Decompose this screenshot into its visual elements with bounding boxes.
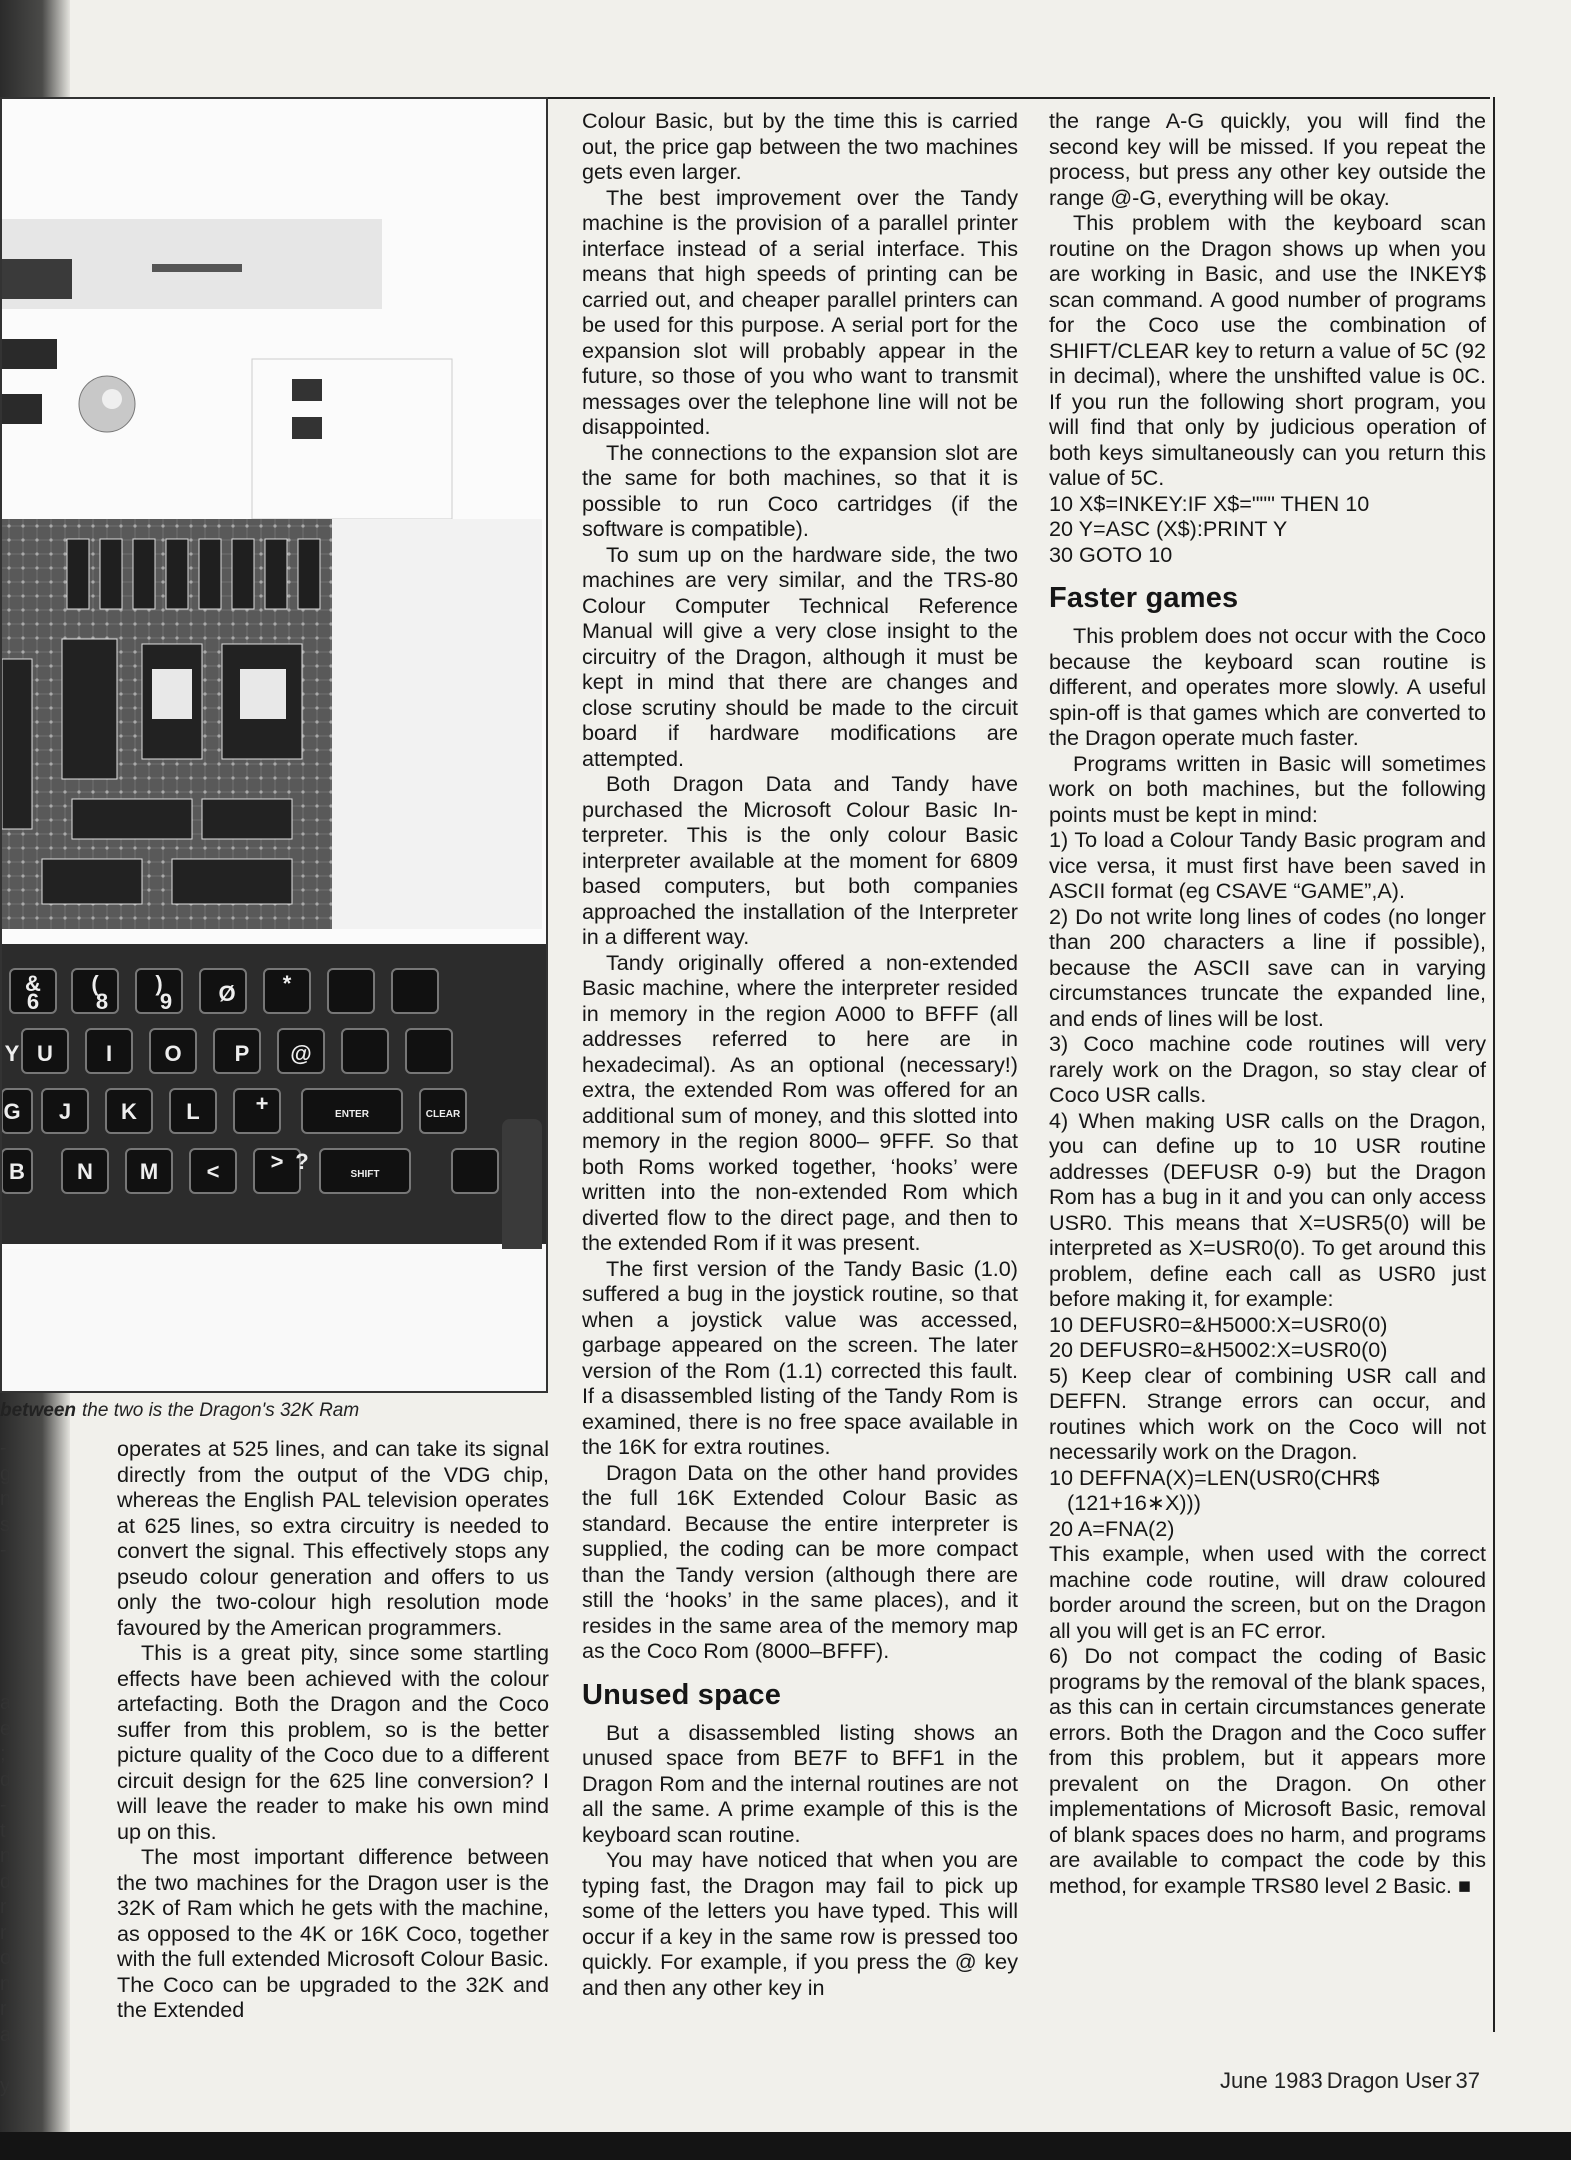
paragraph: Dragon Data on the other hand provides the full 16K Extended Colour Basic as standard. Because the entire interpreter is supplied, the coding can be more compact than the Tandy version (although there are still the ‘hooks’ in the same places), and it resides in the same area of the memory map as the Coco Rom (8000–BFFF). [582, 1459, 1018, 1663]
key-label: ( [91, 971, 99, 996]
list-item: 5) Keep clear of combining USR call and DEFFN. Strange errors can occur, and routines which work on the Coco will not necessarily work on the Dragon. [1049, 1362, 1486, 1464]
paragraph: Programs written in Basic will sometimes work on both machines, but the following points must be kept in mind: [1049, 750, 1486, 827]
paragraph: This problem does not occur with the Coco because the keyboard scan routine is different, and operates more slowly. A useful spin-off is that games which are converted to the Dragon operate much faster. [1049, 623, 1486, 750]
key-label: I [105, 1041, 113, 1066]
paragraph: This example, when used with the correct machine code routine, will draw coloured border around the screen, but on the Dragon all you will get is an FC error. [1049, 1541, 1486, 1643]
margin-fragment: a [0, 1692, 12, 1714]
list-item: 1) To load a Colour Tandy Basic program and vice versa, it must first have been saved in ASCII format (eg CSAVE “GAME”,A). [1049, 827, 1486, 903]
list-item: 3) Coco machine code routines will very rarely work on the Dragon, so stay clear of Coco USR calls. [1049, 1031, 1486, 1107]
key-label: * [282, 971, 292, 996]
margin-fragment [0, 2048, 30, 2074]
margin-fragment: n [0, 1488, 12, 1510]
code-line: 30 GOTO 10 [1049, 541, 1173, 567]
paragraph: But a disassembled listing shows an unused space from BE7F to BFF1 in the Dragon Rom and the internal routines are not all the same. A prime example of this is the keyboard scan routine. [582, 1719, 1018, 1847]
key-label: O [164, 1041, 182, 1066]
margin-fragment: g [0, 1462, 12, 1485]
margin-fragment: y [0, 2074, 10, 2097]
margin-fragment [0, 1666, 30, 1692]
margin-fragment [0, 1615, 30, 1641]
key-label: J [58, 1099, 72, 1124]
code-line: 20 A=FNA(2) [1049, 1515, 1175, 1541]
key-label: SHIFT [350, 1169, 380, 1180]
section-heading-faster-games: Faster games [1049, 582, 1239, 614]
paragraph: operates at 525 lines, and can take its signal directly from the output of the VDG chip, whereas the English PAL television operates at 625 lines, so extra circuitry is needed to convert the signal. This effectively stops any pseudo colour generation and offers to us only the two-colour high resolution mode favoured by the American programmers. [117, 1436, 549, 1640]
key-label: > [270, 1149, 284, 1174]
key-label: ENTER [335, 1109, 369, 1120]
code-line: 10 DEFFNA(X)=LEN(USR0(CHR$ [1049, 1464, 1380, 1490]
margin-fragment: r [0, 1921, 7, 1944]
key-label: U [37, 1041, 53, 1066]
caption-text: the two is the Dragon's 32K Ram [82, 1400, 360, 1421]
key-label: Y [4, 1041, 20, 1066]
key-label: K [121, 1099, 137, 1124]
margin-fragment: - [0, 1437, 7, 1459]
code-line: 20 Y=ASC (X$):PRINT Y [1049, 516, 1288, 541]
key-label: M [139, 1159, 159, 1184]
margin-fragment: r [0, 1896, 7, 1918]
article-column-2 [582, 108, 1018, 2000]
margin-fragment: ; [0, 1743, 6, 1765]
code-line: 10 X$=INKEY:IF X$=""" THEN 10 [1049, 490, 1370, 516]
code-line: 20 DEFUSR0=&H5002:X=USR0(0) [1049, 1337, 1388, 1362]
article-column-1 [117, 1436, 549, 2023]
margin-fragment: d [0, 1870, 12, 1893]
key-label: ? [295, 1149, 309, 1174]
margin-fragment: s [0, 1513, 10, 1536]
page-footer [1150, 2068, 1480, 2094]
key-label: P [234, 1041, 250, 1066]
paragraph: This problem with the keyboard scan routine on the Dragon shows up when you are working in Basic, and use the INKEY$ scan command. A good number of programs for the Coco use the combination of SHIFT/CLEAR key to return a value of 5C (92 in decimal), where the unshifted value is 0C. If you run the following short program, you will find that only by judicious operation of both keys simultaneously can you return this value of 5C. [1049, 210, 1486, 490]
key-label: L [186, 1099, 200, 1124]
paragraph: To sum up on the hardware side, the two machines are very similar, and the TRS-80 Colour Computer Technical Reference Manual will give a very close insight to the circuitry of the Dragon, although it must be kept in mind that there are changes and close scrutiny should be made to the circuit board if hardware modifications are attempted. [582, 541, 1018, 771]
page-number: 37 [1455, 2068, 1480, 2093]
margin-fragment: - [0, 1794, 7, 1816]
paragraph: The best improvement over the Tandy machine is the provision of a parallel printer interface instead of a serial interface. This means that high speeds of printing can be carried out, and cheaper parallel printers can be used for this purpose. A serial port for the expansion slot will probably appear in the future, so those of you who want to transmit messages over the telephone line will not be disappointed. [582, 184, 1018, 439]
key-label: N [77, 1159, 93, 1184]
key-label: 6 [26, 989, 40, 1014]
paragraph: You may have noticed that when you are typing fast, the Dragon may fail to pick up some of the letters you have typed. This will occur if a key in the same row is pressed too quickly. For example, if you press the @ key and then any other key in [582, 1847, 1018, 2000]
margin-fragment: a [0, 2023, 12, 2046]
key-label: CLEAR [425, 1109, 461, 1120]
key-label: Ø [218, 981, 236, 1006]
section-heading-unused-space: Unused space [582, 1678, 782, 1711]
margin-fragment: t [0, 1819, 6, 1842]
right-rule [1493, 97, 1495, 2032]
margin-fragment: n [0, 1845, 12, 1867]
margin-fragment [0, 1564, 30, 1590]
margin-fragment [0, 1640, 30, 1666]
photo-caption [0, 1400, 560, 1422]
previous-page-margin [0, 1436, 30, 2099]
key-label: @ [290, 1041, 312, 1066]
list-item: 4) When making USR calls on the Dragon, you can define up to 10 USR routine addresses (DEFUSR 0-9) but the Dragon Rom has a bug in it and you can only access USR0. This means that X=USR5(0) will be interpreted as X=USR0(0). To get around this problem, define each call as USR0 just before making it, for example: [1049, 1107, 1486, 1311]
margin-fragment [0, 1589, 30, 1615]
photo-illustration [2, 99, 548, 1393]
paragraph: The connections to the expansion slot are the same for both machines, so that it is possible to run Coco cartridges (if the software is compatible). [582, 439, 1018, 541]
margin-fragment: r [0, 1998, 7, 2020]
issue-date: June 1983 [1220, 2068, 1323, 2093]
key-label: G [3, 1099, 21, 1124]
margin-fragment: - [0, 1539, 7, 1561]
paragraph: The first version of the Tandy Basic (1.0) suffered a bug in the joystick routine, so that when a joystick value was accessed, garbage appeared on the screen. The later version of the Rom (1.1) corrected this fault. If a disassembled listing of the Tandy Rom is examined, there is no free space available in the 16K for extra routines. [582, 1255, 1018, 1459]
key-label: & [25, 971, 41, 996]
key-label: ) [155, 971, 163, 996]
margin-fragment: o [0, 1947, 12, 1969]
key-label: 9 [159, 989, 173, 1014]
magazine-name: Dragon User [1326, 2068, 1452, 2093]
list-item: 6) Do not compact the coding of Basic programs by the removal of the blank spaces, as this can in certain circumstances generate errors. Both the Dragon and the Coco suffer from this problem, but it appears more prevalent on the Dragon. On other implementations of Microsoft Basic, removal of blank spaces does no harm, and programs are available to compact the code by this method, for example TRS80 level 2 Basic. ■ [1049, 1643, 1486, 1898]
article-column-3 [1049, 108, 1486, 1898]
margin-fragment: e [0, 1717, 12, 1740]
key-label: 8 [95, 989, 109, 1014]
code-line: (121+16∗X))) [1067, 1490, 1201, 1515]
list-item: 2) Do not write long lines of codes (no longer than 200 characters a line if possible), because the ASCII save can in varying circumstances truncate the expanded line, and ends of lines will be lost. [1049, 903, 1486, 1031]
margin-fragment: d [0, 1768, 12, 1791]
key-label: B [9, 1159, 25, 1184]
paragraph: the range A-G quickly, you will find the second key will be missed. If you repeat the process, but press any other key outside the range @-G, everything will be okay. [1049, 108, 1486, 210]
margin-fragment: n [0, 1972, 12, 1995]
bottom-edge [0, 2132, 1571, 2160]
dragon-circuit-photo [0, 97, 548, 1393]
paragraph: The most important difference between the two machines for the Dragon user is the 32K of Ram which he gets with the machine, as opposed to the 4K or 16K Coco, together with the full extended Microsoft Colour Basic. The Coco can be upgraded to the 32K and the Extended [117, 1844, 549, 2022]
key-label: + [255, 1091, 269, 1116]
paragraph: Tandy originally offered a non-extended Basic machine, where the interpreter resided in memory in the region A000 to BFFF (all addresses referred to here are in hexadecimal). As an optional (necessary!) extra, the extended Rom was offered for an additional sum of money, and this slotted into memory in the region 8000– 9FFF. So that both Roms worked together, ‘hooks’ were written into the non-extended Rom which diverted flow to the direct page, and then to the extended Rom if it was present. [582, 949, 1018, 1255]
key-label: < [206, 1159, 220, 1184]
caption-fragment: between [0, 1400, 77, 1421]
code-line: 10 DEFUSR0=&H5000:X=USR0(0) [1049, 1311, 1388, 1337]
paragraph: Colour Basic, but by the time this is carried out, the price gap between the two machines gets even larger. [582, 108, 1018, 184]
paragraph: This is a great pity, since some startling effects have been achieved with the colour artefacting. Both the Dragon and the Coco suffer from this problem, so is the better picture quality of the Coco due to a different circuit design for the 625 line conversion? I will leave the reader to make his own mind up on this. [117, 1640, 549, 1844]
paragraph: Both Dragon Data and Tandy have purchased the Microsoft Colour Basic Interpreter. This is the only colour Basic interpreter available at the moment for 6809 based computers, but both companies approached the installation of the Interpreter in a different way. [582, 771, 1018, 949]
